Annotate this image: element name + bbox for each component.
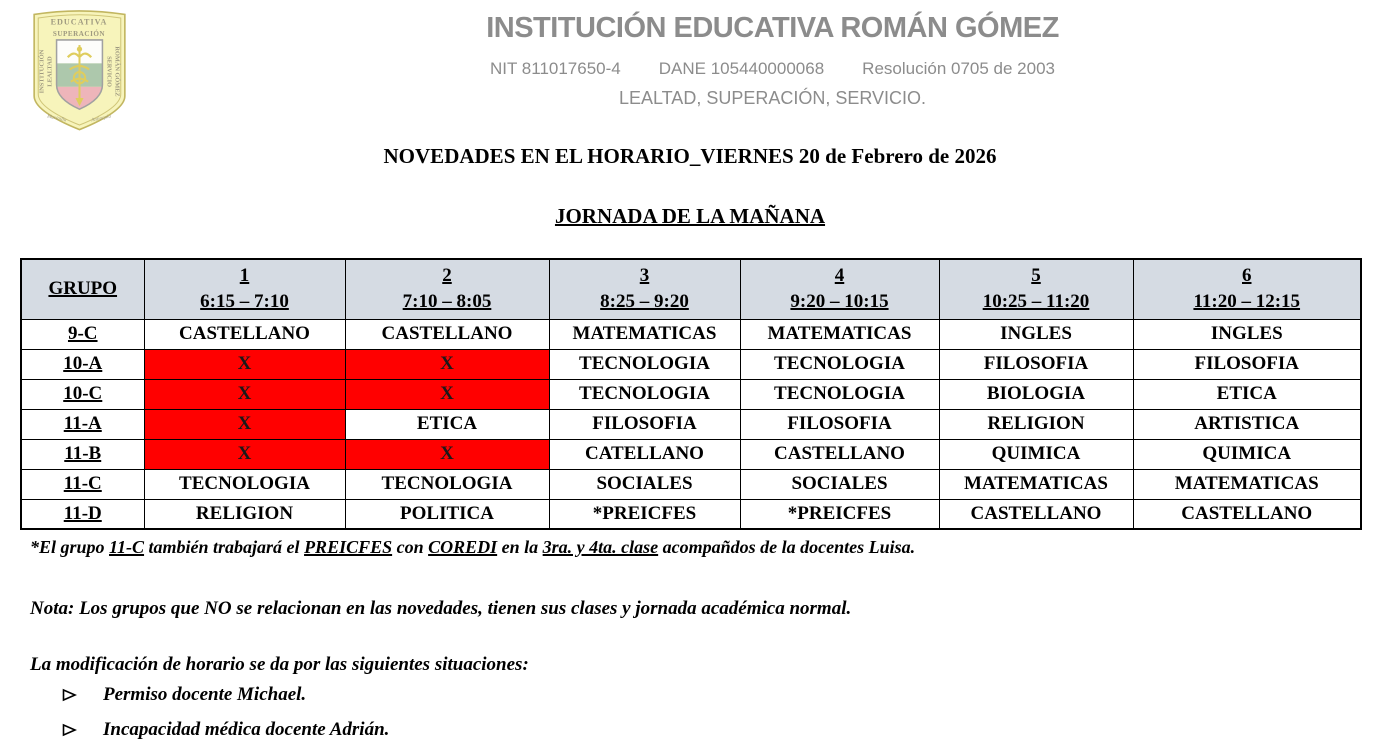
situation-item xyxy=(62,719,389,741)
schedule-cell: MATEMATICAS xyxy=(1133,469,1361,499)
footnote-underlined-segment: COREDI xyxy=(428,537,498,557)
schedule-cell: SOCIALES xyxy=(549,469,740,499)
table-row xyxy=(21,439,1361,469)
schedule-cell: MATEMATICAS xyxy=(549,319,740,349)
group-label: 11-C xyxy=(21,469,144,499)
period-number: 3 xyxy=(639,265,650,287)
schedule-cell: ETICA xyxy=(1133,379,1361,409)
table-row xyxy=(21,319,1361,349)
institution-motto: LEALTAD, SUPERACIÓN, SERVICIO. xyxy=(618,88,927,108)
cancelled-cell: X xyxy=(144,349,345,379)
period-header-1 xyxy=(144,259,345,319)
schedule-cell: CASTELLANO xyxy=(740,439,939,469)
period-time: 7:10 – 8:05 xyxy=(402,291,492,313)
footnote-segment: también trabajará el xyxy=(144,537,305,557)
schedule-cell: CATELLANO xyxy=(549,439,740,469)
schedule-cell: TECNOLOGIA xyxy=(144,469,345,499)
resolution-value: Resolución 0705 de 2003 xyxy=(862,59,1055,78)
schedule-cell: ARTISTICA xyxy=(1133,409,1361,439)
group-label: 10-C xyxy=(21,379,144,409)
cancelled-cell: X xyxy=(345,349,549,379)
period-time: 9:20 – 10:15 xyxy=(790,291,889,313)
schedule-cell: POLITICA xyxy=(345,499,549,529)
logo-text-institucion: INSTITUCIÓN xyxy=(38,49,46,94)
table-row xyxy=(21,349,1361,379)
schedule-cell: QUIMICA xyxy=(1133,439,1361,469)
table-row xyxy=(21,469,1361,499)
group-label: 11-A xyxy=(21,409,144,439)
group-label: 11-D xyxy=(21,499,144,529)
period-time: 8:25 – 9:20 xyxy=(600,291,689,313)
table-row xyxy=(21,379,1361,409)
footnote-segment: en la xyxy=(497,537,543,557)
nota-text: Nota: Los grupos que NO se relacionan en las novedades, tienen sus clases y jornada académica normal. xyxy=(30,598,852,619)
schedule-cell: CASTELLANO xyxy=(144,319,345,349)
schedule-cell: *PREICFES xyxy=(549,499,740,529)
period-time: 11:20 – 12:15 xyxy=(1193,291,1301,313)
arrowhead-right-icon xyxy=(62,688,77,702)
document-title: NOVEDADES EN EL HORARIO_VIERNES 20 de Febrero de 2026 xyxy=(383,144,997,168)
situations-list xyxy=(62,684,389,753)
footnote-segment: *El grupo xyxy=(30,537,110,557)
logo-text-marinilla: Marinilla xyxy=(46,113,67,124)
period-number: 6 xyxy=(1242,265,1252,287)
schedule-cell: BIOLOGIA xyxy=(939,379,1133,409)
period-header-2 xyxy=(345,259,549,319)
schedule-cell: TECNOLOGIA xyxy=(549,349,740,379)
section-title: JORNADA DE LA MAÑANA xyxy=(554,204,826,228)
schedule-cell: RELIGION xyxy=(939,409,1133,439)
logo-text-educativa: EDUCATIVA xyxy=(50,17,108,27)
period-time: 10:25 – 11:20 xyxy=(982,291,1090,313)
institution-ids xyxy=(420,59,1125,79)
situations-intro: La modificación de horario se da por las siguientes situaciones: xyxy=(30,654,529,675)
period-header-4 xyxy=(740,259,939,319)
cancelled-cell: X xyxy=(144,409,345,439)
footnote-segment: acompañdos de la docentes Luisa. xyxy=(658,537,916,557)
logo-text-antioquia: Antioquia xyxy=(90,113,112,124)
footnote-preicfes xyxy=(30,537,1360,558)
nit-value: NIT 811017650-4 xyxy=(490,59,621,78)
table-row xyxy=(21,409,1361,439)
arrowhead-right-icon xyxy=(62,723,77,737)
schedule-cell: FILOSOFIA xyxy=(939,349,1133,379)
schedule-cell: TECNOLOGIA xyxy=(549,379,740,409)
schedule-cell: FILOSOFIA xyxy=(549,409,740,439)
schedule-cell: CASTELLANO xyxy=(939,499,1133,529)
group-label: 10-A xyxy=(21,349,144,379)
schedule-cell: *PREICFES xyxy=(740,499,939,529)
group-label: 9-C xyxy=(21,319,144,349)
schedule-cell: RELIGION xyxy=(144,499,345,529)
situation-item xyxy=(62,684,389,706)
logo-text-servicio: SERVICIO xyxy=(105,56,113,87)
cancelled-cell: X xyxy=(345,439,549,469)
schedule-cell: CASTELLANO xyxy=(1133,499,1361,529)
dane-value: DANE 105440000068 xyxy=(658,59,825,78)
table-row xyxy=(21,499,1361,529)
schedule-cell: TECNOLOGIA xyxy=(740,349,939,379)
schedule-cell: FILOSOFIA xyxy=(740,409,939,439)
period-header-5 xyxy=(939,259,1133,319)
period-number: 2 xyxy=(442,265,452,287)
schedule-cell: MATEMATICAS xyxy=(740,319,939,349)
logo-text-roman-gomez: ROMÁN GÓMEZ xyxy=(113,46,121,97)
period-header-3 xyxy=(549,259,740,319)
schedule-table xyxy=(20,258,1362,530)
table-header-row xyxy=(21,259,1361,319)
logo-text-superacion: SUPERACIÓN xyxy=(52,29,106,38)
schedule-cell: MATEMATICAS xyxy=(939,469,1133,499)
footnote-underlined-segment: PREICFES xyxy=(304,537,393,557)
group-column-header: GRUPO xyxy=(21,259,144,319)
school-crest-logo xyxy=(26,6,133,139)
schedule-cell: INGLES xyxy=(939,319,1133,349)
schedule-cell: FILOSOFIA xyxy=(1133,349,1361,379)
situation-text: Permiso docente Michael. xyxy=(103,684,307,705)
period-number: 4 xyxy=(834,265,845,287)
schedule-cell: INGLES xyxy=(1133,319,1361,349)
cancelled-cell: X xyxy=(144,439,345,469)
cancelled-cell: X xyxy=(345,379,549,409)
schedule-cell: SOCIALES xyxy=(740,469,939,499)
letterhead xyxy=(420,12,1125,109)
institution-title: INSTITUCIÓN EDUCATIVA ROMÁN GÓMEZ xyxy=(486,12,1059,44)
logo-text-lealtad: LEALTAD xyxy=(46,56,54,87)
period-header-6 xyxy=(1133,259,1361,319)
schedule-cell: TECNOLOGIA xyxy=(740,379,939,409)
schedule-cell: TECNOLOGIA xyxy=(345,469,549,499)
situation-text: Incapacidad médica docente Adrián. xyxy=(103,719,390,740)
group-label: 11-B xyxy=(21,439,144,469)
footnote-underlined-segment: 3ra. y 4ta. clase xyxy=(542,537,659,557)
period-number: 5 xyxy=(1031,265,1041,287)
schedule-cell: QUIMICA xyxy=(939,439,1133,469)
schedule-cell: ETICA xyxy=(345,409,549,439)
footnote-underlined-segment: 11-C xyxy=(109,537,145,557)
schedule-cell: CASTELLANO xyxy=(345,319,549,349)
cancelled-cell: X xyxy=(144,379,345,409)
period-number: 1 xyxy=(239,265,250,287)
period-time: 6:15 – 7:10 xyxy=(200,291,289,313)
footnote-segment: con xyxy=(392,537,429,557)
